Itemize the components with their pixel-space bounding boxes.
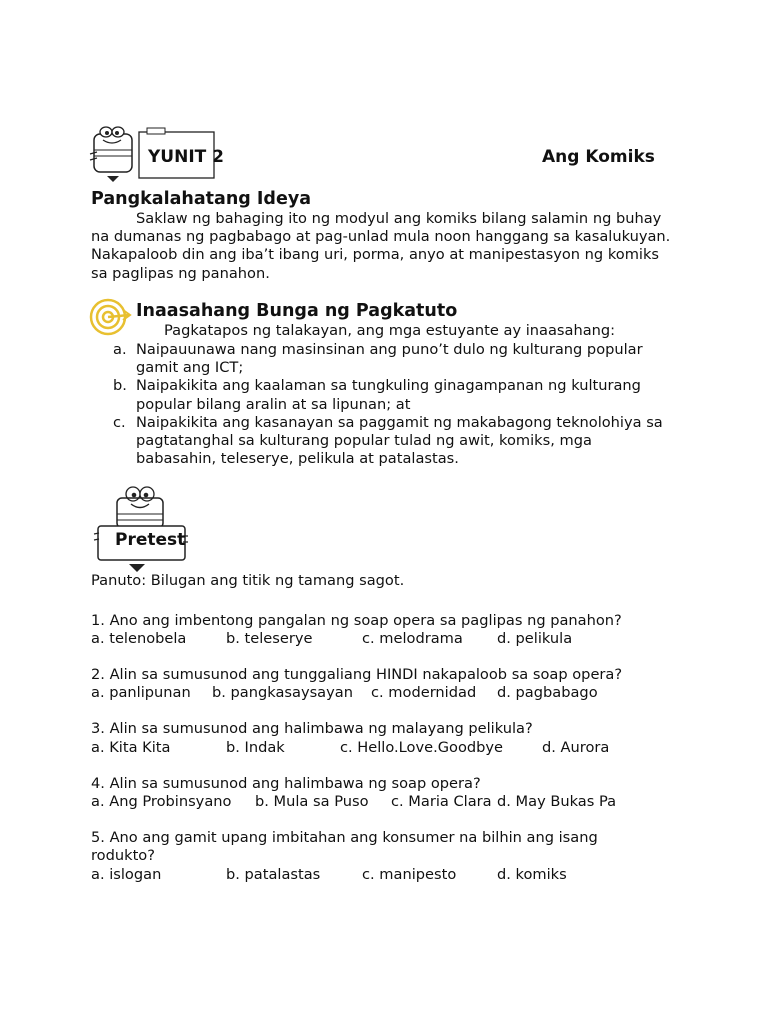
list-item: c. Naipakikita ang kasanayan sa paggamit ng makabagong teknolohiya sa pagtatanghal sa kulturang popular tulad ng awit, komiks, mga babasahin, teleserye, pelikula at patalastas. [113, 413, 663, 468]
question-4-option-b: b. Mula sa Puso [255, 793, 369, 810]
question-2-option-d: d. pagbabago [497, 684, 598, 701]
question-3-option-a: a. Kita Kita [91, 739, 171, 756]
target-icon [89, 297, 133, 337]
question-4-option-c: c. Maria Clara [391, 793, 492, 810]
question-5-continued: rodukto? [91, 847, 155, 864]
question-3-option-b: b. Indak [226, 739, 285, 756]
list-item: b. Naipakikita ang kaalaman sa tungkuling ginagampanan ng kulturang popular bilang aralin at sa lipunan; at [113, 377, 641, 413]
list-item: a. Naipauunawa nang masinsinan ang puno’t dulo ng kulturang popular gamit ang ICT; [113, 341, 643, 377]
question-5-option-a: a. islogan [91, 866, 162, 883]
question-4-option-d: d. May Bukas Pa [497, 793, 617, 810]
question-1-option-a: a. telenobela [91, 630, 187, 647]
question-3: 3. Alin sa sumusunod ang halimbawa ng malayang pelikula? [91, 720, 533, 737]
question-5-option-b: b. patalastas [226, 866, 321, 883]
question-4: 4. Alin sa sumusunod ang halimbawa ng soap opera? [91, 775, 481, 792]
question-5: 5. Ano ang gamit upang imbitahan ang konsumer na bilhin ang isang [91, 829, 598, 846]
question-5-option-d: d. komiks [497, 866, 567, 883]
question-2-option-a: a. panlipunan [91, 684, 191, 701]
question-5-option-c: c. manipesto [362, 866, 457, 883]
ideya-body: Saklaw ng bahaging ito ng modyul ang komiks bilang salamin ng buhay na dumanas ng pagbabago at pag-unlad mula noon hanggang sa kasalukuyan. Nakapaloob din ang iba’t ibang uri, porma, anyo at manipestasyon ng komiks sa paglipas ng panahon. [91, 210, 671, 282]
bunga-intro: Pagkatapos ng talakayan, ang mga estuyante ay inaasahang: [164, 322, 616, 339]
question-2: 2. Alin sa sumusunod ang tunggaliang HINDI nakapaloob sa soap opera? [91, 666, 623, 683]
pretest-label: Pretest [115, 530, 186, 550]
unit-label: YUNIT 2 [148, 147, 225, 167]
question-1-option-b: b. teleserye [226, 630, 313, 647]
question-2-option-c: c. modernidad [371, 684, 477, 701]
bunga-heading: Inaasahang Bunga ng Pagkatuto [136, 301, 458, 321]
question-3-option-c: c. Hello.Love.Goodbye [340, 739, 504, 756]
bunga-list [91, 341, 671, 468]
question-2-option-b: b. pangkasaysayan [212, 684, 353, 701]
question-1: 1. Ano ang imbentong pangalan ng soap opera sa paglipas ng panahon? [91, 612, 622, 629]
question-1-option-d: d. pelikula [497, 630, 573, 647]
question-1-option-c: c. melodrama [362, 630, 463, 647]
question-4-option-a: a. Ang Probinsyano [91, 793, 232, 810]
pretest-instruction: Panuto: Bilugan ang titik ng tamang sagot. [91, 572, 405, 589]
ideya-heading: Pangkalahatang Ideya [91, 189, 312, 209]
unit-title: Ang Komiks [542, 147, 655, 167]
question-3-option-d: d. Aurora [542, 739, 610, 756]
